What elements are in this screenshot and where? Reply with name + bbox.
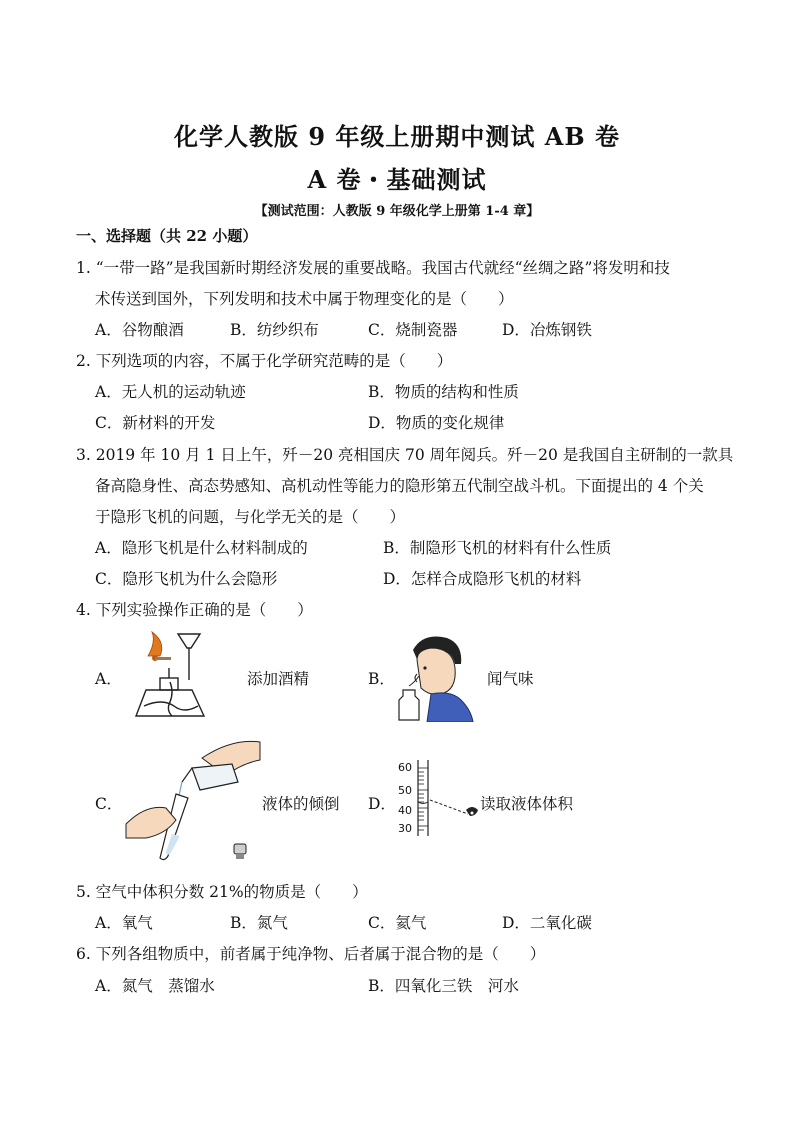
option-b[interactable]: B．纺纱织布 [230,321,319,339]
test-scope: 【测试范围：人教版 9 年级化学上册第 1-4 章】 [254,204,540,219]
option-a[interactable]: A．隐形飞机是什么材料制成的 [95,539,308,557]
option-c[interactable]: C．烧制瓷器 [368,321,458,339]
question-text-line: 2. 下列选项的内容，不属于化学研究范畴的是（ ） [76,352,453,370]
option-c[interactable]: C．新材料的开发 [95,414,216,432]
question-text-line: 6. 下列各组物质中，前者属于纯净物、后者属于混合物的是（ ） [76,945,546,963]
question-text-line: 1. “一带一路”是我国新时期经济发展的重要战略。我国古代就经“丝绸之路”将发明和技 [76,259,670,277]
tick-label: 50 [398,784,412,797]
page-subtitle: A 卷・基础测试 [307,165,487,194]
option-b-caption: 闻气味 [487,670,534,688]
option-a[interactable]: A．无人机的运动轨迹 [95,383,246,401]
option-c-caption: 液体的倾倒 [262,795,340,813]
alcohol-lamp-illustration [122,628,218,724]
cylinder-drawing [416,758,488,838]
option-b[interactable]: B．物质的结构和性质 [368,383,519,401]
smelling-gas-illustration [395,630,475,722]
option-c[interactable]: C． [95,795,123,813]
option-b[interactable]: B．制隐形飞机的材料有什么性质 [383,539,612,557]
option-d-caption: 读取液体体积 [480,795,574,813]
question-text-line: 于隐形飞机的问题，与化学无关的是（ ） [95,508,406,526]
option-a[interactable]: A．氧气 [95,914,153,932]
question-text-line: 3. 2019 年 10 月 1 日上午，歼－20 亮相国庆 70 周年阅兵。歼－20 是我国自主研制的一款具 [76,446,734,464]
option-d[interactable]: D．二氧化碳 [502,914,592,932]
tick-label: 30 [398,822,412,835]
question-text-line: 5. 空气中体积分数 21%的物质是（ ） [76,883,368,901]
tick-label: 40 [398,804,412,817]
option-a[interactable]: A． [95,670,122,688]
question-text-line: 4. 下列实验操作正确的是（ ） [76,601,313,619]
question-text-line: 术传送到国外，下列发明和技术中属于物理变化的是（ ） [95,290,514,308]
option-d[interactable]: D．怎样合成隐形飞机的材料 [383,570,582,588]
page-title: 化学人教版 9 年级上册期中测试 AB 卷 [173,122,621,151]
option-c[interactable]: C．隐形飞机为什么会隐形 [95,570,278,588]
question-text-line: 备高隐身性、高态势感知、高机动性等能力的隐形第五代制空战斗机。下面提出的 4 个关 [95,477,704,495]
tick-label: 60 [398,761,412,774]
option-a-caption: 添加酒精 [247,670,310,688]
option-b[interactable]: B．氮气 [230,914,288,932]
option-d[interactable]: D． [368,795,396,813]
option-d[interactable]: D．冶炼钢铁 [502,321,592,339]
option-b[interactable]: B． [368,670,395,688]
section-heading: 一、选择题（共 22 小题） [76,227,258,245]
option-d[interactable]: D．物质的变化规律 [368,414,505,432]
option-a[interactable]: A．谷物酿酒 [95,321,184,339]
pouring-liquid-illustration [122,738,262,864]
option-b[interactable]: B．四氧化三铁 河水 [368,977,519,995]
option-c[interactable]: C．氦气 [368,914,427,932]
option-a[interactable]: A．氮气 蒸馏水 [95,977,215,995]
